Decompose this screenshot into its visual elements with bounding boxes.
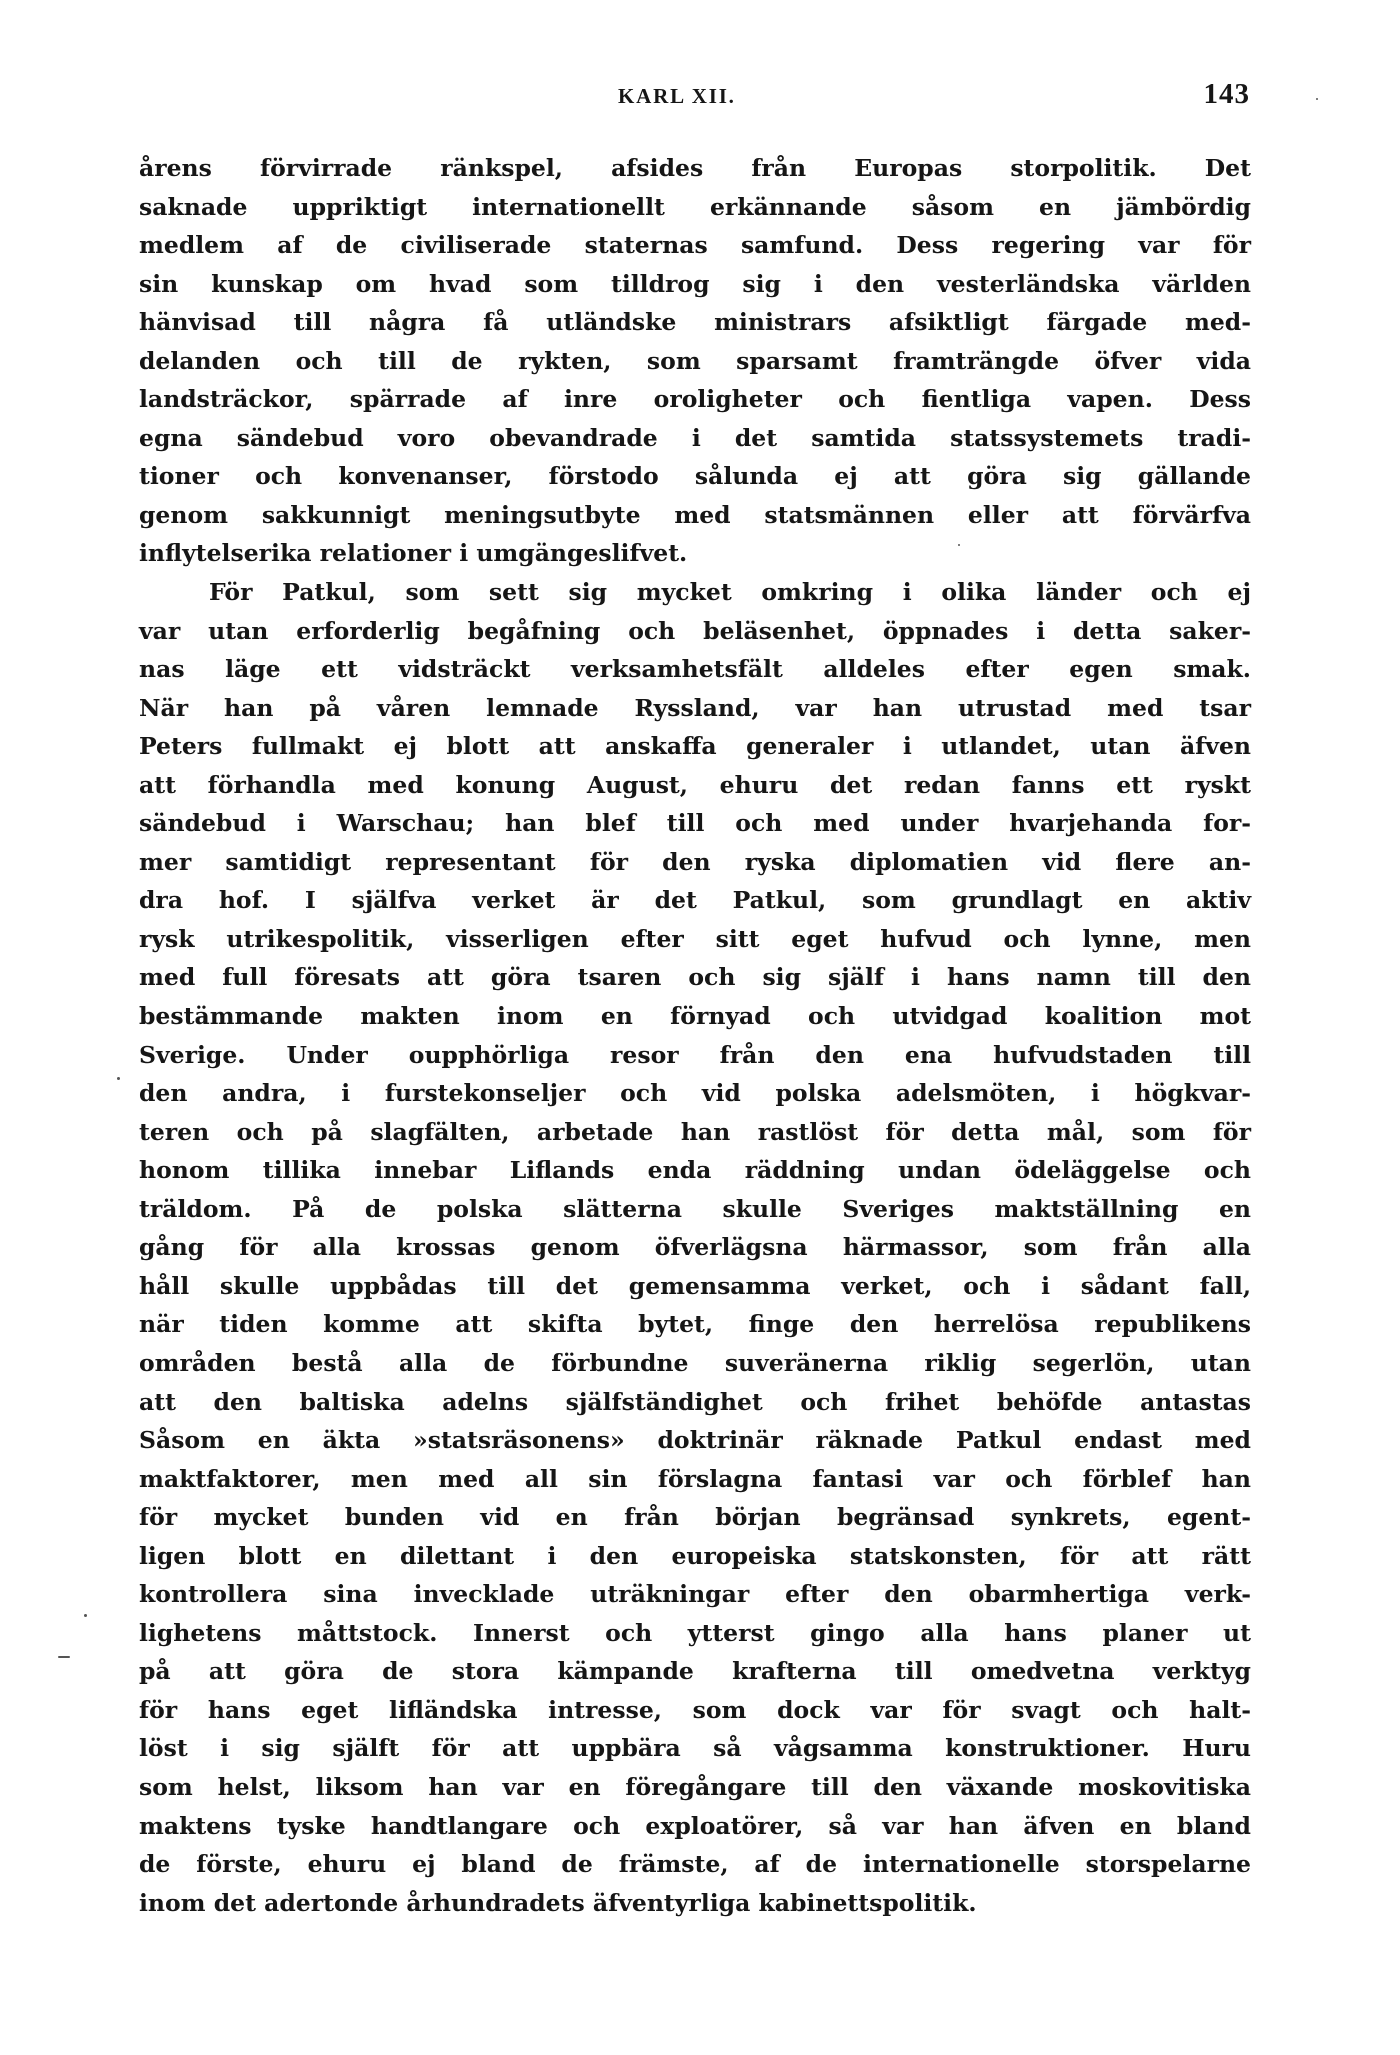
print-speck <box>117 1077 120 1080</box>
text-line: Sverige. Under oupphörliga resor från den ena hufvudstaden till <box>139 1040 1251 1069</box>
page-number: 143 <box>1203 78 1250 110</box>
text-line: landsträckor, spärrade af inre oroligheter och fientliga vapen. Dess <box>139 385 1251 414</box>
paragraph-first-line: För Patkul, som sett sig mycket omkring i olika länder och ej <box>209 578 1251 607</box>
text-line: när tiden komme att skifta bytet, finge den herrelösa republikens <box>139 1310 1251 1339</box>
print-speck <box>958 544 960 546</box>
text-line: lighetens måttstock. Innerst och ytterst gingo alla hans planer ut <box>139 1618 1251 1647</box>
print-speck <box>84 1614 87 1617</box>
text-line: områden bestå alla de förbundne suveränerna riklig segerlön, utan <box>139 1348 1251 1377</box>
text-line: ligen blott en dilettant i den europeiska statskonsten, för att rätt <box>139 1541 1251 1570</box>
text-line: tioner och konvenanser, förstodo sålunda ej att göra sig gällande <box>139 462 1251 491</box>
text-line: gång för alla krossas genom öfverlägsna härmassor, som från alla <box>139 1233 1251 1262</box>
text-line: hänvisad till några få utländske ministrars afsiktligt färgade med- <box>139 308 1251 337</box>
text-line: bestämmande makten inom en förnyad och utvidgad koalition mot <box>139 1002 1251 1031</box>
text-line: nas läge ett vidsträckt verksamhetsfält alldeles efter egen smak. <box>139 655 1251 684</box>
text-line: den andra, i furstekonseljer och vid polska adelsmöten, i högkvar- <box>139 1079 1251 1108</box>
text-line: löst i sig själft för att uppbära så vågsamma konstruktioner. Huru <box>139 1734 1251 1763</box>
body-text <box>139 149 1251 1922</box>
text-line: med full föresats att göra tsaren och sig själf i hans namn till den <box>139 963 1251 992</box>
text-line: håll skulle uppbådas till det gemensamma verket, och i sådant fall, <box>139 1271 1251 1300</box>
text-line: för hans eget lifländska intresse, som dock var för svagt och halt- <box>139 1695 1251 1724</box>
text-line: att förhandla med konung August, ehuru det redan fanns ett ryskt <box>139 770 1251 799</box>
text-line: maktfaktorer, men med all sin förslagna fantasi var och förblef han <box>139 1464 1251 1493</box>
text-line: egna sändebud voro obevandrade i det samtida statssystemets tradi- <box>139 423 1251 452</box>
text-line: dra hof. I själfva verket är det Patkul, som grundlagt en aktiv <box>139 886 1251 915</box>
text-line: träldom. På de polska slätterna skulle Sveriges maktställning en <box>139 1194 1251 1223</box>
text-line: saknade uppriktigt internationellt erkännande såsom en jämbördig <box>139 192 1251 221</box>
text-line: var utan erforderlig begåfning och beläsenhet, öppnades i detta saker- <box>139 616 1251 645</box>
text-line: kontrollera sina invecklade uträkningar efter den obarmhertiga verk- <box>139 1580 1251 1609</box>
text-line: sin kunskap om hvad som tilldrog sig i den vesterländska världen <box>139 269 1251 298</box>
text-line: rysk utrikespolitik, visserligen efter sitt eget hufvud och lynne, men <box>139 924 1251 953</box>
text-line: delanden och till de rykten, som sparsamt framträngde öfver vida <box>139 346 1251 375</box>
text-line: de förste, ehuru ej bland de främste, af de internationelle storspelarne <box>139 1850 1251 1879</box>
text-line: genom sakkunnigt meningsutbyte med statsmännen eller att förvärfva <box>139 500 1251 529</box>
text-line: att den baltiska adelns själfständighet och frihet behöfde antastas <box>139 1387 1251 1416</box>
text-line: inflytelserika relationer i umgängeslifvet. <box>139 539 688 568</box>
text-line: Peters fullmakt ej blott att anskaffa generaler i utlandet, utan äfven <box>139 732 1251 761</box>
print-speck <box>58 1656 70 1658</box>
text-line: mer samtidigt representant för den ryska diplomatien vid flere an- <box>139 847 1251 876</box>
text-line: på att göra de stora kämpande krafterna till omedvetna verktyg <box>139 1657 1251 1686</box>
text-line: teren och på slagfälten, arbetade han rastlöst för detta mål, som för <box>139 1117 1251 1146</box>
text-line: för mycket bunden vid en från början begränsad synkrets, egent- <box>139 1503 1251 1532</box>
text-line: sändebud i Warschau; han blef till och med under hvarjehanda for- <box>139 809 1251 838</box>
text-line: årens förvirrade ränkspel, afsides från Europas storpolitik. Det <box>139 154 1251 182</box>
text-line: som helst, liksom han var en föregångare till den växande moskovitiska <box>139 1772 1251 1801</box>
text-line: När han på våren lemnade Ryssland, var han utrustad med tsar <box>139 693 1251 722</box>
text-line: Såsom en äkta »statsräsonens» doktrinär räknade Patkul endast med <box>139 1426 1251 1455</box>
text-line: medlem af de civiliserade staternas samfund. Dess regering var för <box>139 231 1251 260</box>
text-line: maktens tyske handtlangare och exploatörer, så var han äfven en bland <box>139 1811 1251 1840</box>
running-head: KARL XII. <box>618 84 736 108</box>
text-line: honom tillika innebar Liflands enda räddning undan ödeläggelse och <box>139 1156 1251 1185</box>
text-line: inom det adertonde århundradets äfventyrliga kabinettspolitik. <box>139 1888 977 1917</box>
print-speck <box>1316 98 1318 100</box>
